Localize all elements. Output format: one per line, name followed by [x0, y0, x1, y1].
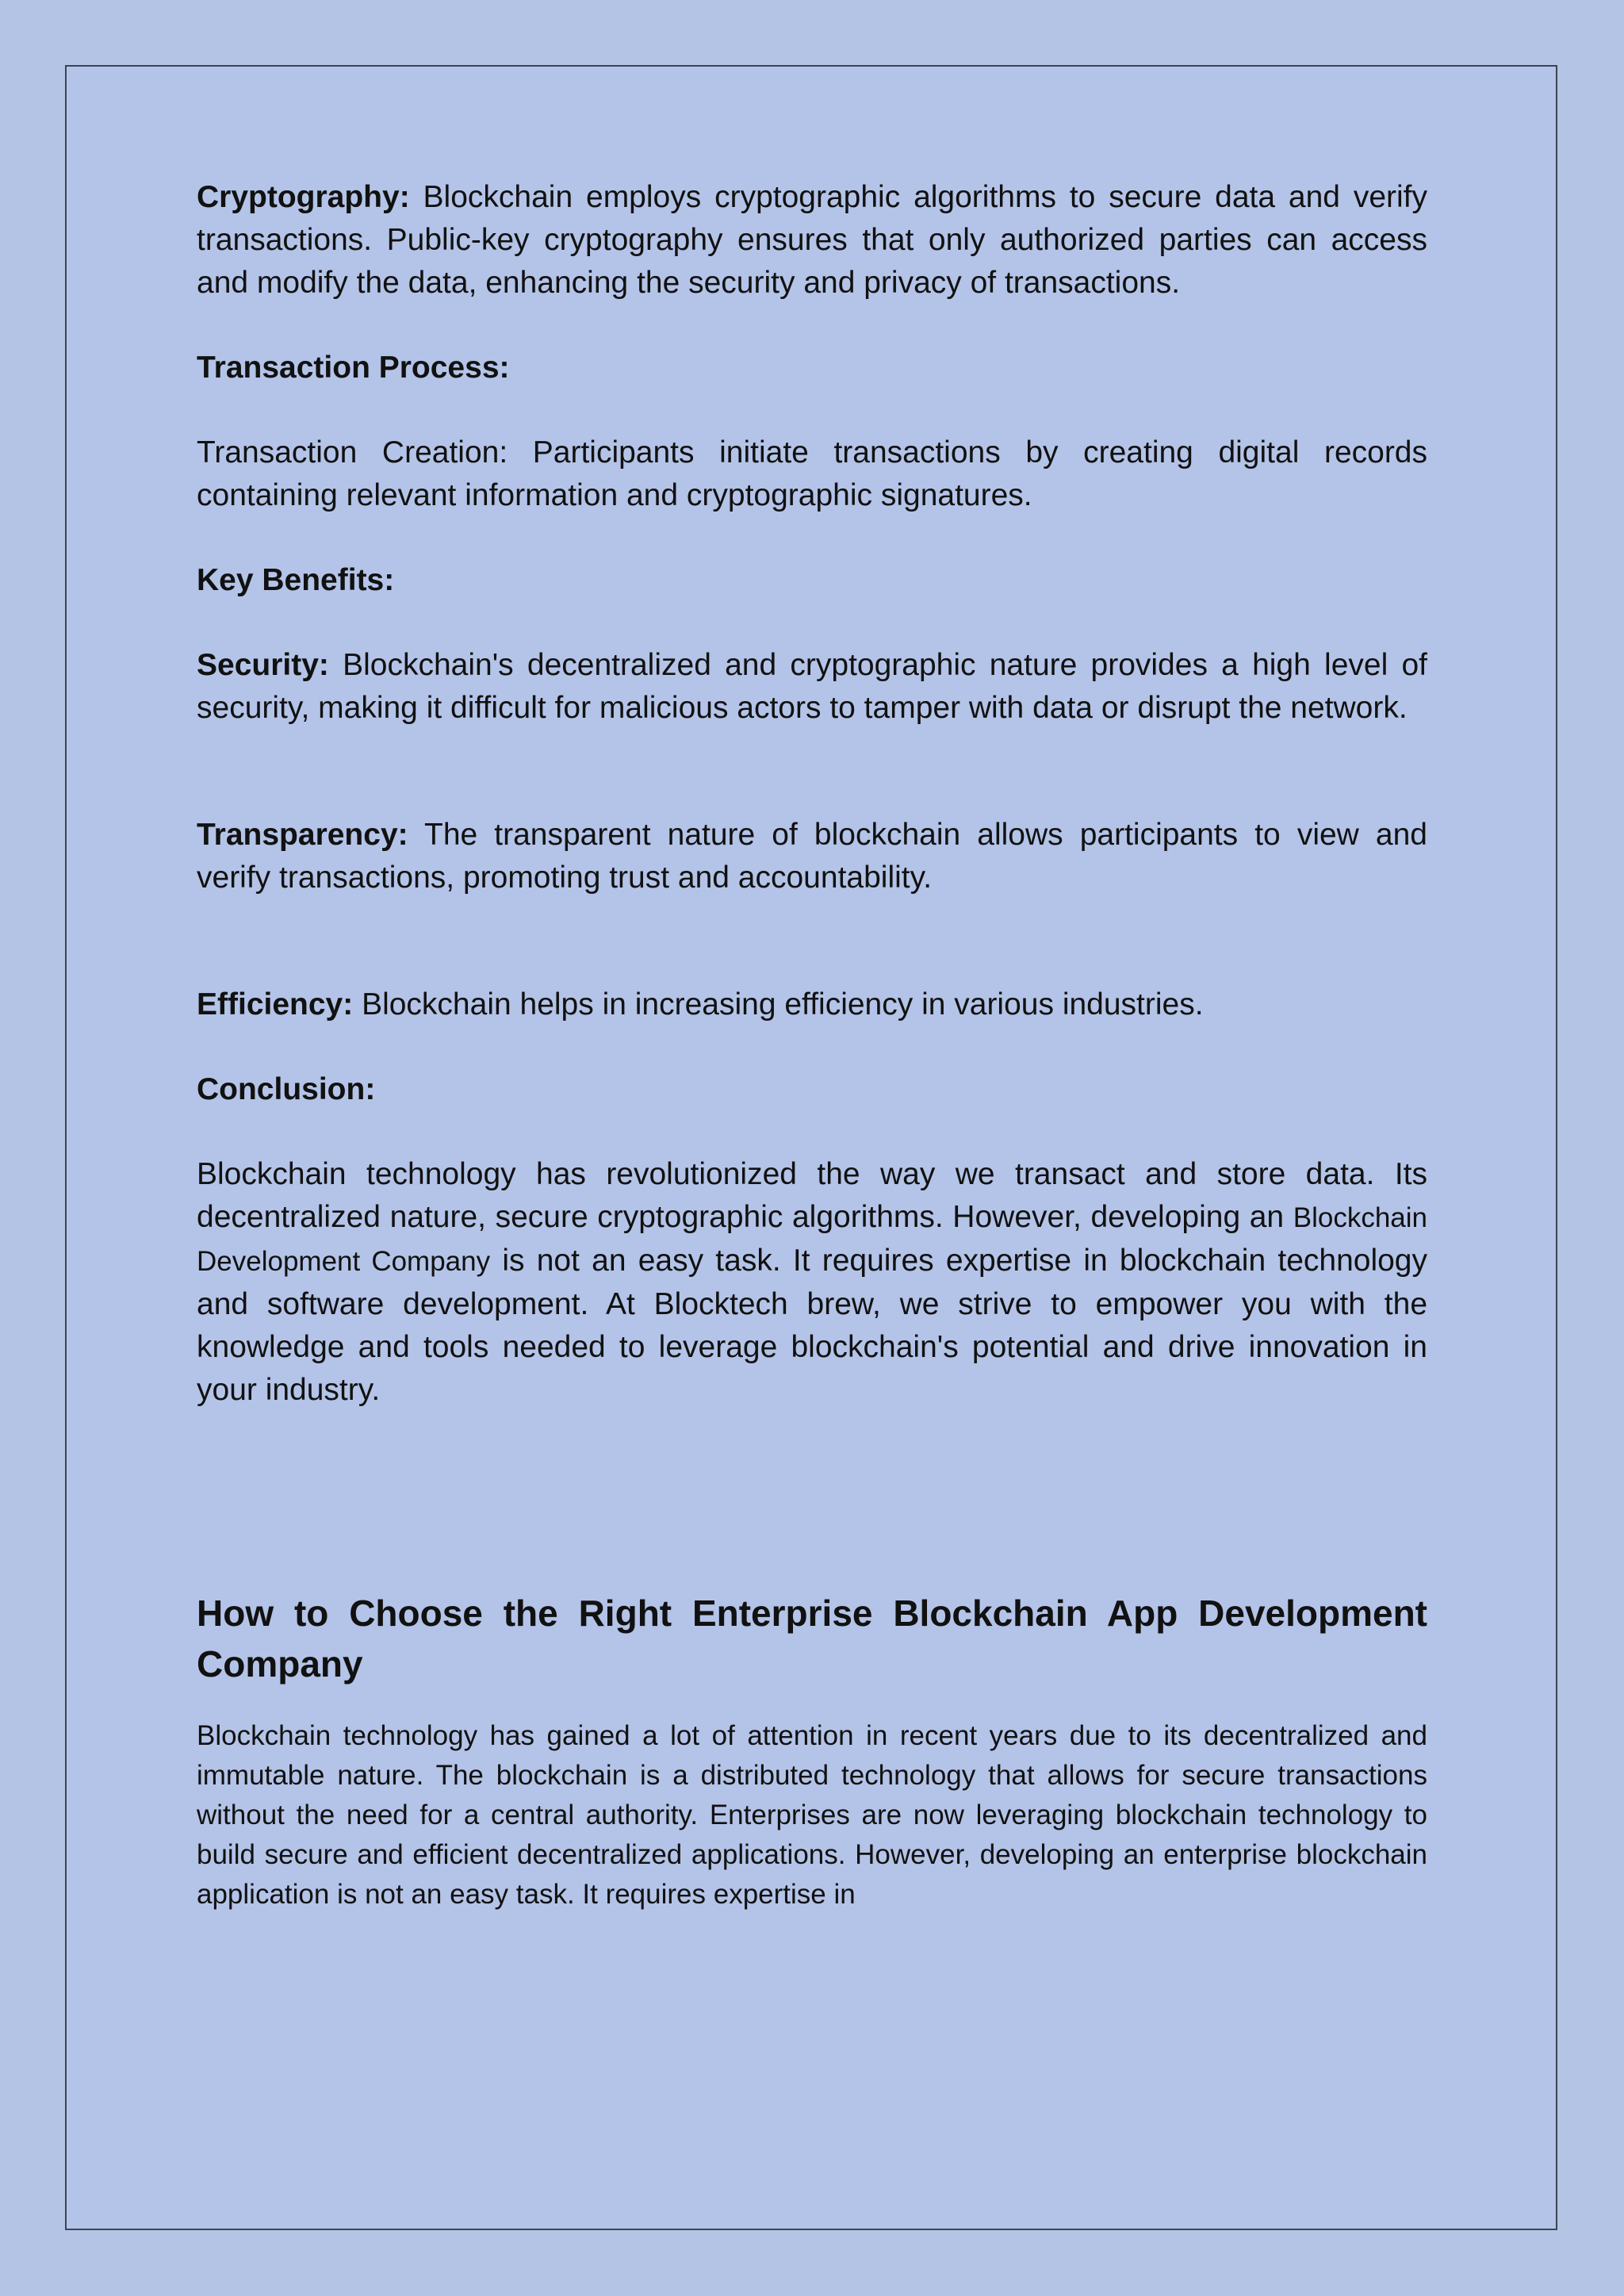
security-term: Security: [197, 648, 329, 682]
conclusion-heading: Conclusion: [197, 1072, 376, 1106]
conclusion-link-text: Blockchain Development Company [197, 1202, 1427, 1277]
cryptography-term: Cryptography: [197, 180, 410, 214]
efficiency-term: Efficiency: [197, 987, 354, 1022]
section-title: How to Choose the Right Enterprise Blockchain App Development Company [197, 1593, 1427, 1685]
transparency-term: Transparency: [197, 818, 408, 852]
intro-paragraph: Blockchain technology has gained a lot of attention in recent years due to its decentralized and immutable nature. The blockchain is a distributed technology that allows for secure transactions without the need for a central authority. Enterprises are now leveraging blockchain technology to build secure and efficient decentralized applications. However, developing an enterprise blockchain application is not an easy task. It requires expertise in [197, 1720, 1427, 1910]
document-body [197, 176, 1427, 1915]
cryptography-text: Blockchain employs cryptographic algorithms to secure data and verify transactions. Public-key cryptography ensures that only authorized parties can access and modify the data, enhancing the security and privacy of transactions. [197, 180, 1427, 300]
conclusion-paragraph [197, 1153, 1427, 1412]
security-paragraph [197, 644, 1427, 730]
efficiency-text: Blockchain helps in increasing efficiency in various industries. [353, 987, 1204, 1022]
conclusion-text-3: . At Blocktech brew, we strive to empower you with the knowledge and tools needed to leverage blockchain's potential and drive innovation in your industry. [197, 1287, 1428, 1407]
transaction-creation-paragraph: Transaction Creation: Participants initiate transactions by creating digital records containing relevant information and cryptographic signatures. [197, 435, 1427, 512]
transparency-text: The transparent nature of blockchain allows participants to view and verify transactions, promoting trust and accountability. [197, 818, 1427, 895]
transparency-paragraph [197, 814, 1427, 899]
security-text: Blockchain's decentralized and cryptographic nature provides a high level of security, making it difficult for malicious actors to tamper with data or disrupt the network. [197, 648, 1427, 725]
conclusion-text-1: Blockchain technology has revolutionized the way we transact and store data. Its decentralized nature, secure cryptographic algorithms. However, developing an [197, 1157, 1427, 1234]
cryptography-paragraph [197, 176, 1427, 305]
conclusion-text-2: is not an easy task. It requires expertise in blockchain technology and software development [197, 1244, 1428, 1321]
efficiency-paragraph [197, 983, 1427, 1026]
key-benefits-heading: Key Benefits: [197, 563, 395, 597]
transaction-process-heading: Transaction Process: [197, 351, 510, 385]
